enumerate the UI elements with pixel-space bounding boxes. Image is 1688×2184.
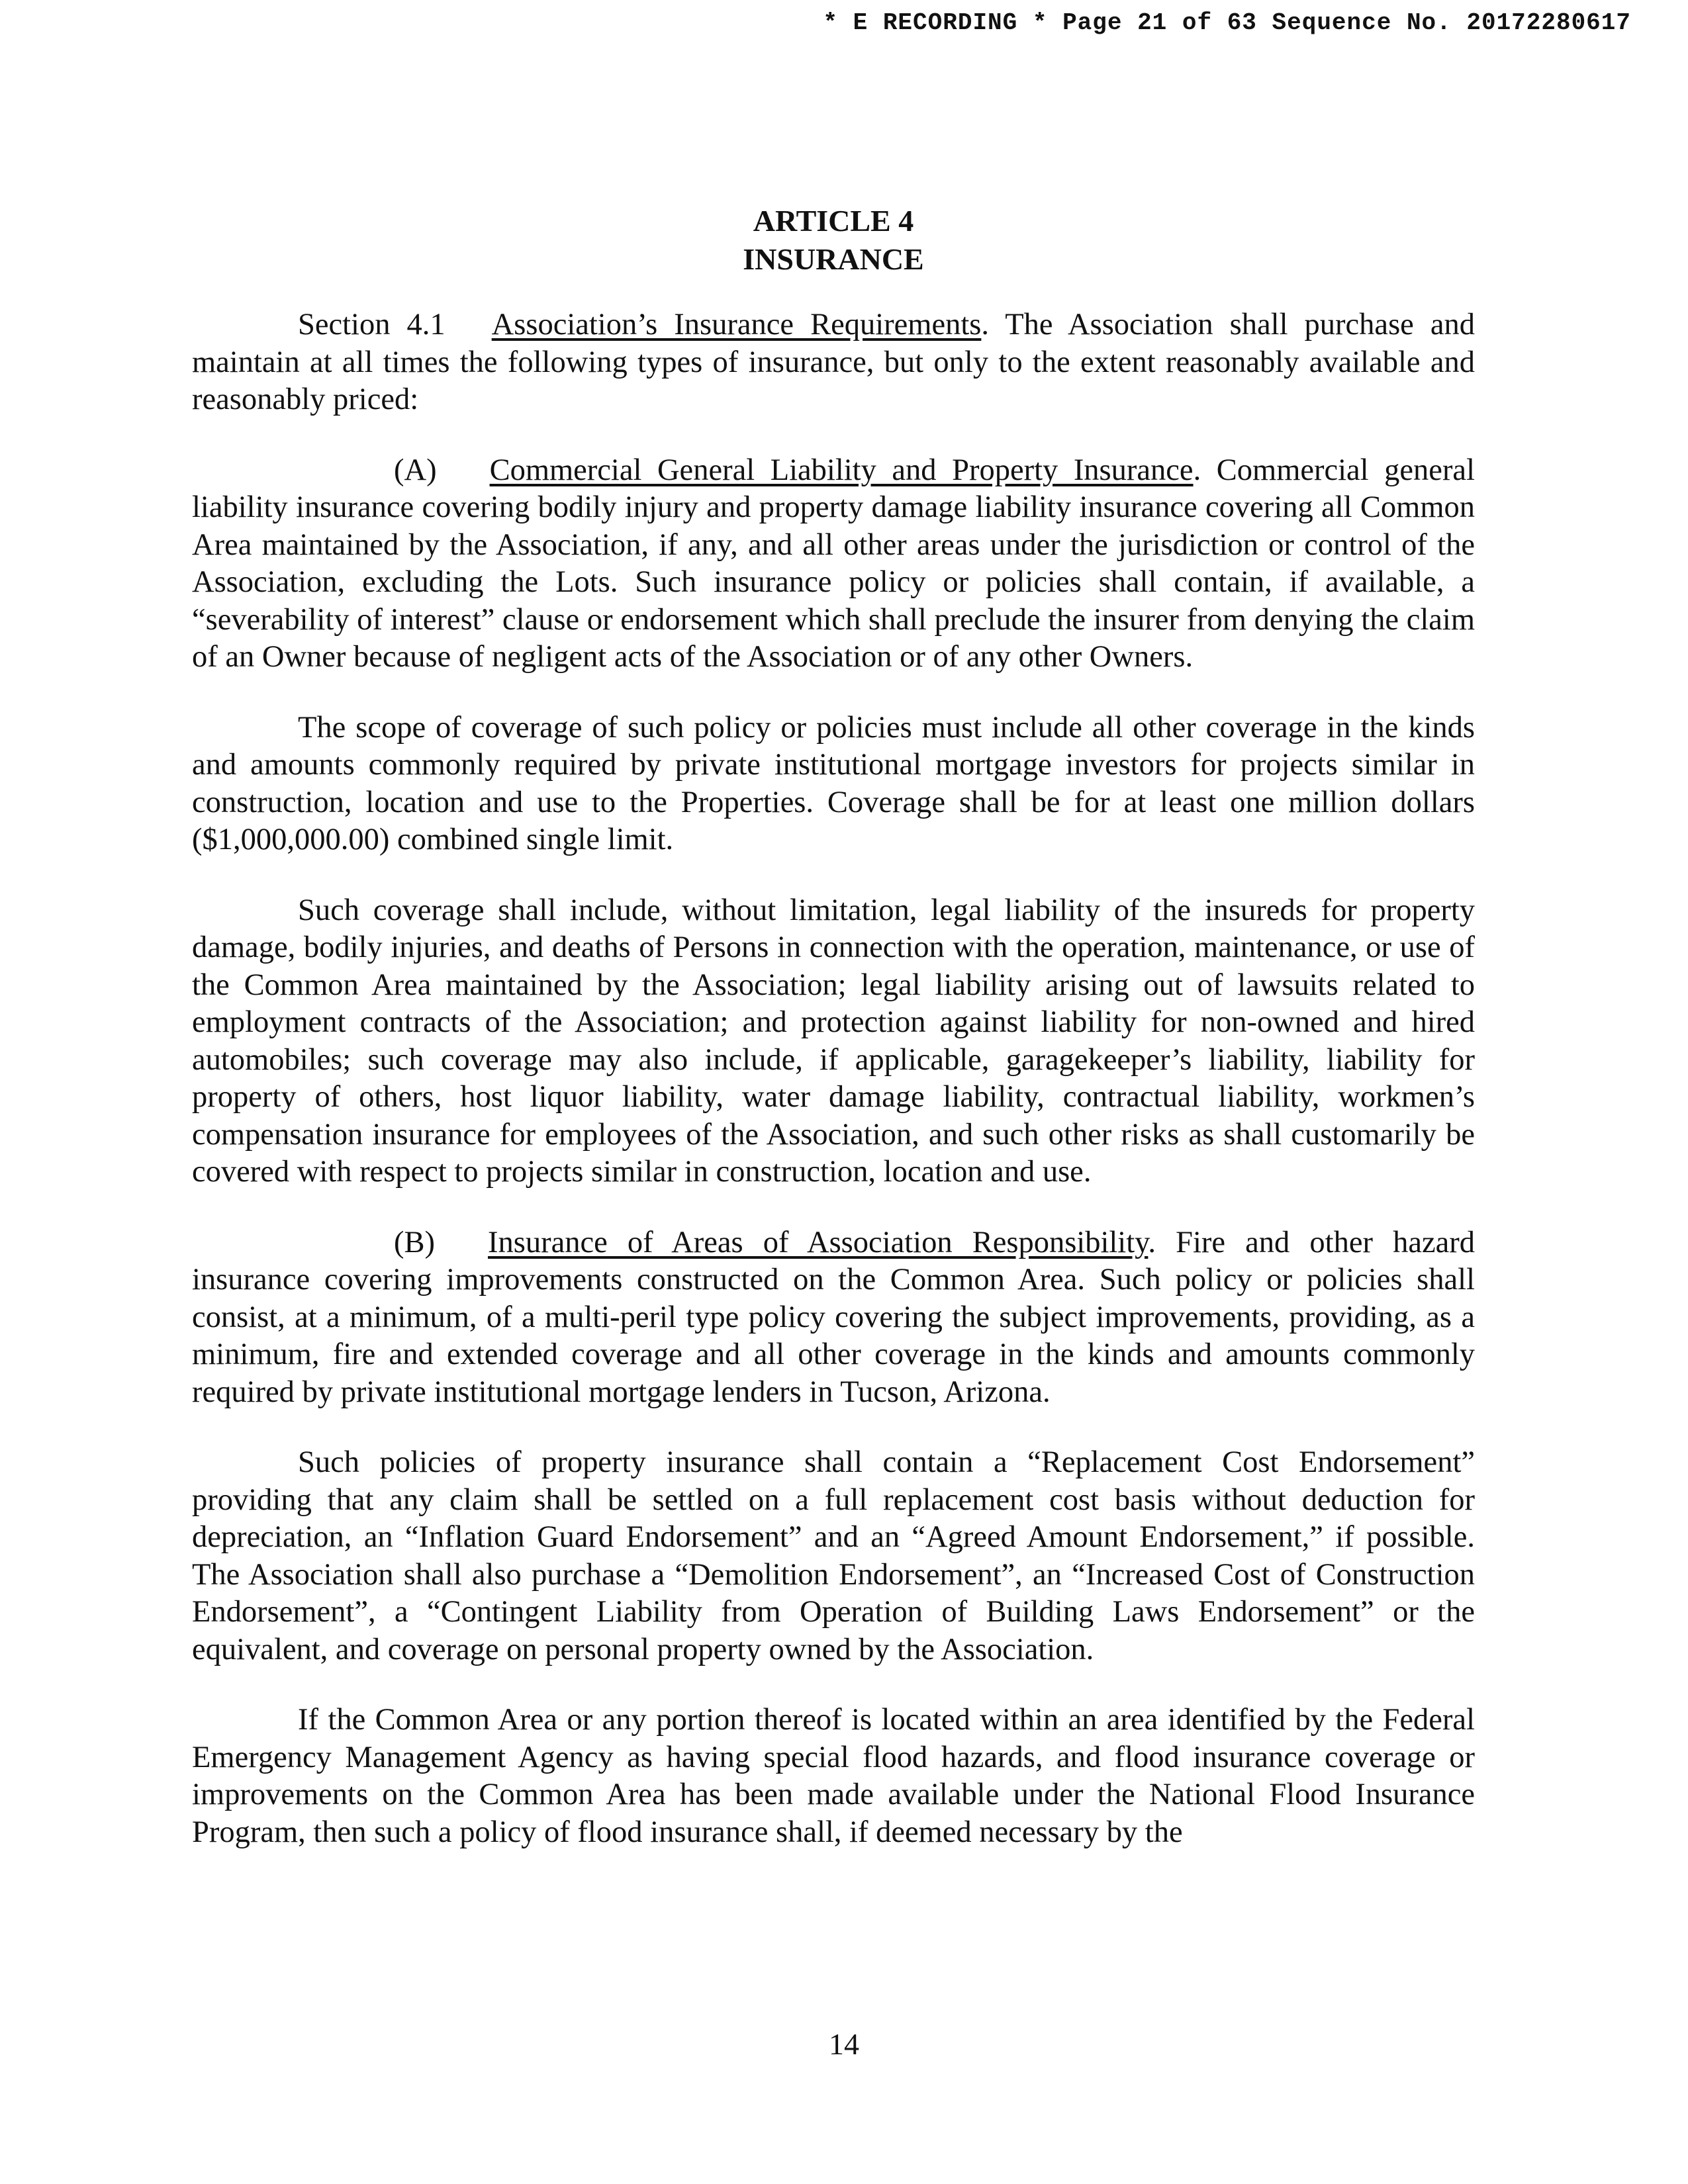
section-label: Section 4.1 (298, 308, 445, 341)
endorsements-text: Such policies of property insurance shall contain a “Replacement Cost Endorsement” providing that any claim shall be settled on a full replacement cost basis without deduction for depreciation, an “Inflation Guard Endorsement” and an “Agreed Amount Endorsement,” if possible. The Association shall also purchase a “Demolition Endorsement”, an “Increased Cost of Construction Endorsement”, a “Contingent Liability from Operation of Building Laws Endorsement” or the equivalent, and coverage on personal property owned by the Association. (192, 1445, 1475, 1666)
subsection-b-text: . Fire and other hazard insurance covering improvements constructed on the Common Area. Such policy or policies shall consist, at a minimum, of a multi-peril type policy covering the subject improvements, providing, as a minimum, fire and extended coverage and all other coverage in the kinds and amounts commonly required by private institutional mortgage lenders in Tucson, Arizona. (192, 1225, 1475, 1409)
article-title: INSURANCE (743, 242, 924, 276)
subsection-b-paragraph (192, 1224, 1475, 1412)
document-body (192, 202, 1475, 1884)
flood-insurance-text: If the Common Area or any portion thereof is located within an area identified by the Federal Emergency Management Agency as having special flood hazards, and flood insurance coverage or improvements on the Common Area has been made available under the National Flood Insurance Program, then such a policy of flood insurance shall, if deemed necessary by the (192, 1703, 1475, 1849)
coverage-scope-text: The scope of coverage of such policy or policies must include all other coverage in the kinds and amounts commonly required by private institutional mortgage investors for projects similar in construction, location and use to the Properties. Coverage shall be for at least one million dollars ($1,000,000.00) combined single limit. (192, 710, 1475, 856)
recording-stamp: * E RECORDING * Page 21 of 63 Sequence No. 20172280617 (823, 9, 1631, 36)
article-heading (192, 202, 1475, 279)
subsection-b-heading: Insurance of Areas of Association Responsibility (488, 1225, 1149, 1259)
flood-insurance-paragraph (192, 1702, 1475, 1851)
section-heading: Association’s Insurance Requirements (491, 308, 982, 341)
subsection-a-paragraph (192, 452, 1475, 676)
subsection-a-text: . Commercial general liability insurance covering bodily injury and property damage liability insurance covering all Common Area maintained by the Association, if any, and all other areas under the jurisdiction or control of the Association, excluding the Lots. Such insurance policy or policies shall contain, if available, a “severability of interest” clause or endorsement which shall preclude the insurer from denying the claim of an Owner because of negligent acts of the Association or of any other Owners. (192, 453, 1475, 674)
subsection-b-label: (B) (394, 1225, 435, 1259)
section-text: . The Association shall purchase and maintain at all times the following types of insurance, but only to the extent reasonably available and reasonably priced: (192, 308, 1476, 416)
page-number: 14 (829, 2027, 859, 2061)
section-4-1-paragraph (192, 306, 1475, 419)
coverage-scope-paragraph (192, 709, 1475, 859)
coverage-inclusions-paragraph (192, 892, 1475, 1191)
subsection-a-heading: Commercial General Liability and Property Insurance (489, 453, 1194, 487)
coverage-inclusions-text: Such coverage shall include, without limitation, legal liability of the insureds for property damage, bodily injuries, and deaths of Persons in connection with the operation, maintenance, or use of the Common Area maintained by the Association; legal liability arising out of lawsuits related to employment contracts of the Association; and protection against liability for non-owned and hired automobiles; such coverage may also include, if applicable, garagekeeper’s liability, liability for property of others, host liquor liability, water damage liability, contractual liability, workmen’s compensation insurance for employees of the Association, and such other risks as shall customarily be covered with respect to projects similar in construction, location and use. (192, 893, 1475, 1189)
subsection-a-label: (A) (394, 453, 437, 487)
article-number: ARTICLE 4 (753, 204, 914, 238)
endorsements-paragraph (192, 1444, 1475, 1668)
